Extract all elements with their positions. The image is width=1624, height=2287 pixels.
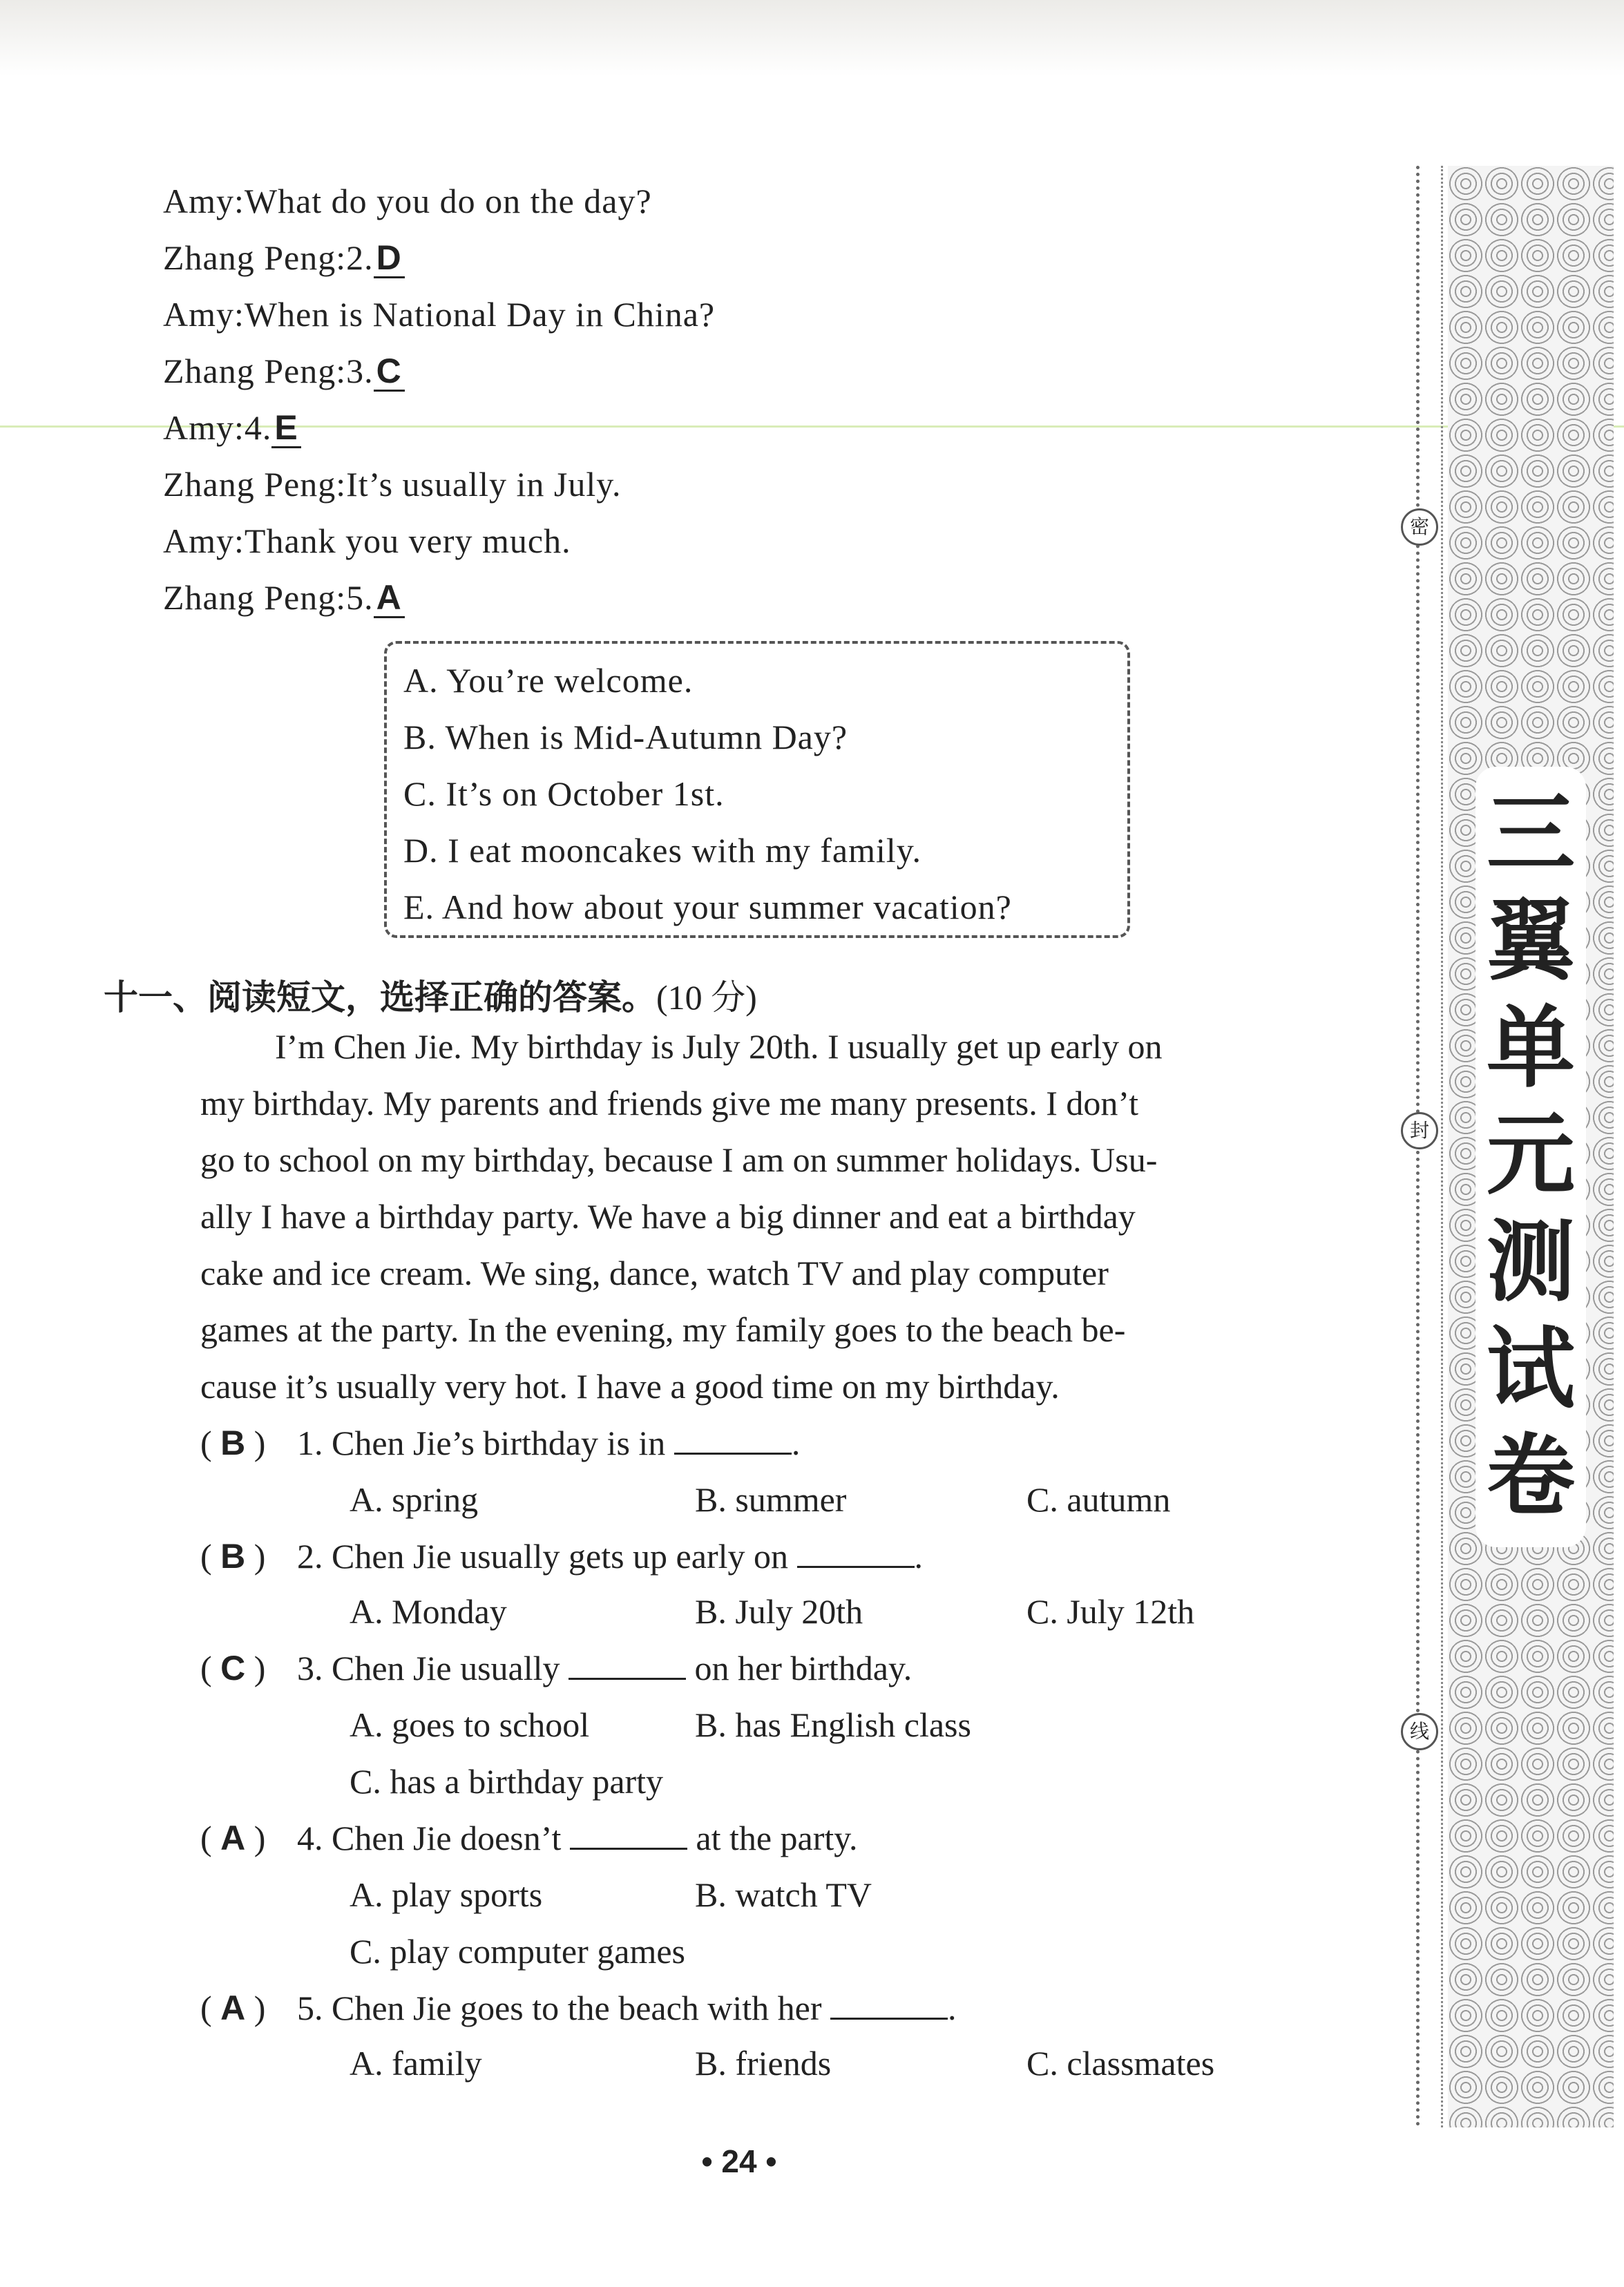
dialogue-line-7: Amy:Thank you very much. — [163, 521, 571, 560]
question-2-answer: B — [220, 1537, 246, 1576]
answer-3: C — [374, 353, 405, 392]
question-3-answer: C — [220, 1649, 246, 1687]
dialogue-line-8: Zhang Peng:5.A — [163, 577, 405, 618]
answer-blank — [674, 1425, 792, 1455]
question-4-answer: A — [220, 1819, 246, 1857]
question-2: ( B ) 2. Chen Jie usually gets up early on . — [200, 1537, 923, 1576]
dialogue-line-4: Zhang Peng:3.C — [163, 351, 405, 392]
passage-line-5: cake and ice cream. We sing, dance, watch TV and play computer — [200, 1254, 1109, 1292]
q4-choice-b: B. watch TV — [695, 1875, 872, 1914]
section-heading: 十一、阅读短文，选择正确的答案。(10 分) — [104, 977, 757, 1017]
dialogue-line-1: Amy:What do you do on the day? — [163, 182, 652, 220]
seal-feng: 封 — [1401, 1112, 1438, 1149]
passage-line-2: my birthday. My parents and friends give me many presents. I don’t — [200, 1084, 1139, 1122]
answer-4: E — [271, 410, 300, 448]
dialogue-line-2: Zhang Peng:2.D — [163, 238, 405, 278]
question-5: ( A ) 5. Chen Jie goes to the beach with her . — [200, 1989, 957, 2027]
seal-xian: 线 — [1401, 1713, 1438, 1750]
question-1-answer: B — [220, 1424, 246, 1462]
passage-line-7: cause it’s usually very hot. I have a good time on my birthday. — [200, 1367, 1060, 1406]
option-c: C. It’s on October 1st. — [403, 774, 725, 813]
q1-choice-a: A. spring — [350, 1480, 479, 1519]
question-3: ( C ) 3. Chen Jie usually on her birthday. — [200, 1649, 913, 1687]
binding-line-inner — [1441, 166, 1443, 2127]
q3-choice-a: A. goes to school — [350, 1705, 590, 1744]
option-e: E. And how about your summer vacation? — [403, 888, 1012, 926]
q5-choice-a: A. family — [350, 2044, 482, 2083]
q2-choice-b: B. July 20th — [695, 1592, 863, 1631]
question-5-answer: A — [220, 1989, 246, 2027]
q4-choice-a: A. play sports — [350, 1875, 543, 1914]
passage-line-1: I’m Chen Jie. My birthday is July 20th. I usually get up early on — [275, 1027, 1163, 1066]
scan-top-shade — [0, 0, 1624, 76]
passage-line-4: ally I have a birthday party. We have a big dinner and eat a birthday — [200, 1197, 1136, 1236]
q5-choice-b: B. friends — [695, 2044, 832, 2083]
q1-choice-c: C. autumn — [1026, 1480, 1171, 1519]
answer-blank — [569, 1650, 686, 1680]
answer-5: A — [374, 580, 405, 618]
answer-blank — [830, 1990, 948, 2020]
sidebar-title: 三 翼 单 元 测 试 卷 — [1486, 783, 1575, 1528]
option-d: D. I eat mooncakes with my family. — [403, 831, 922, 870]
seal-mi: 密 — [1401, 508, 1438, 546]
q5-choice-c: C. classmates — [1026, 2044, 1215, 2083]
passage-line-6: games at the party. In the evening, my family goes to the beach be- — [200, 1310, 1126, 1349]
question-4: ( A ) 4. Chen Jie doesn’t at the party. — [200, 1819, 858, 1857]
option-b: B. When is Mid-Autumn Day? — [403, 718, 848, 756]
answer-blank — [797, 1538, 915, 1568]
page-number: • 24 • — [701, 2143, 777, 2179]
passage-line-3: go to school on my birthday, because I am on summer holidays. Usu- — [200, 1140, 1158, 1179]
answer-blank — [570, 1820, 687, 1850]
q3-choice-b: B. has English class — [695, 1705, 971, 1744]
answer-2: D — [374, 240, 405, 278]
option-a: A. You’re welcome. — [403, 661, 694, 700]
dialogue-line-3: Amy:When is National Day in China? — [163, 295, 716, 334]
q3-choice-c: C. has a birthday party — [350, 1762, 664, 1801]
dialogue-line-5: Amy:4.E — [163, 408, 301, 448]
q1-choice-b: B. summer — [695, 1480, 847, 1519]
question-1: ( B ) 1. Chen Jie’s birthday is in . — [200, 1424, 801, 1462]
q2-choice-a: A. Monday — [350, 1592, 507, 1631]
q2-choice-c: C. July 12th — [1026, 1592, 1195, 1631]
dialogue-line-6: Zhang Peng:It’s usually in July. — [163, 465, 622, 504]
q4-choice-c: C. play computer games — [350, 1932, 685, 1971]
